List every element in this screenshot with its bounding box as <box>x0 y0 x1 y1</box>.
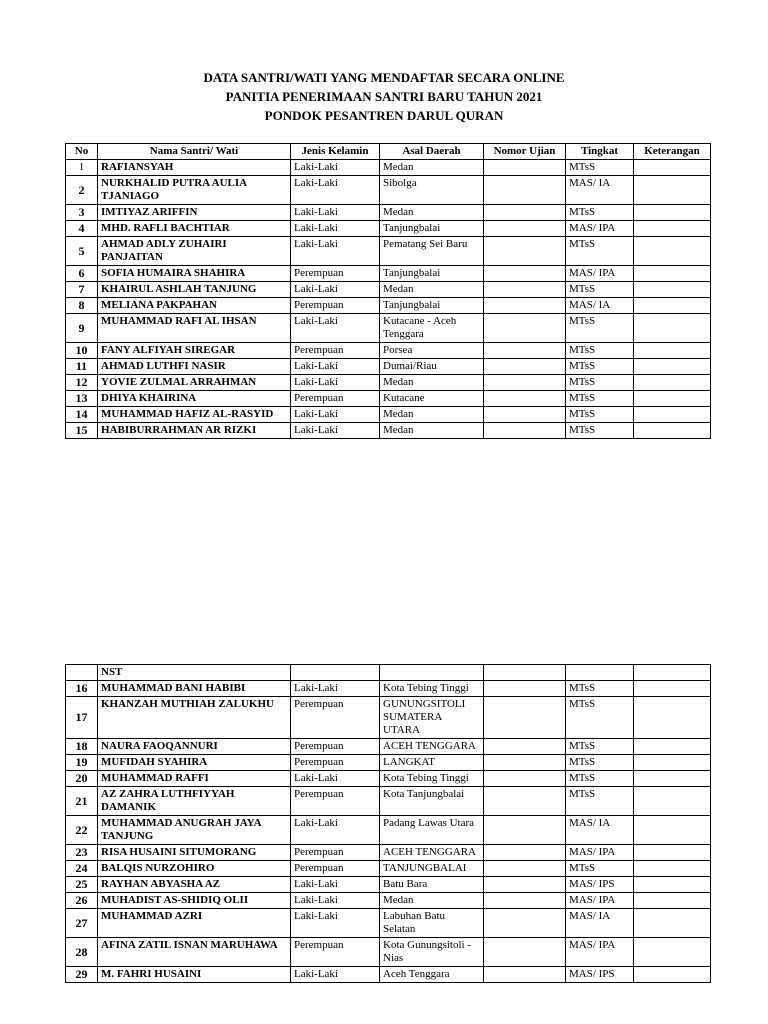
no-cell: 8 <box>66 298 98 314</box>
origin-cell: Medan <box>380 205 484 221</box>
no-cell: 5 <box>66 237 98 266</box>
exam-number-cell <box>484 221 566 237</box>
gender-cell: Laki-Laki <box>291 909 380 938</box>
origin-cell: Dumai/Riau <box>380 359 484 375</box>
table-row <box>66 967 711 983</box>
notes-cell <box>634 343 711 359</box>
table-row <box>66 938 711 967</box>
table-row <box>66 343 711 359</box>
no-cell: 7 <box>66 282 98 298</box>
notes-cell <box>634 771 711 787</box>
no-cell: 28 <box>66 938 98 967</box>
table-row <box>66 391 711 407</box>
table-row <box>66 697 711 739</box>
notes-cell <box>634 237 711 266</box>
name-cell: M. FAHRI HUSAINI <box>98 967 291 983</box>
exam-number-cell <box>484 391 566 407</box>
name-cell: RAFIANSYAH <box>98 160 291 176</box>
no-cell: 14 <box>66 407 98 423</box>
origin-cell: Porsea <box>380 343 484 359</box>
notes-cell <box>634 739 711 755</box>
table-row <box>66 816 711 845</box>
level-cell: MAS/ IA <box>566 816 634 845</box>
name-cell: NAURA FAOQANNURI <box>98 739 291 755</box>
gender-cell: Perempuan <box>291 845 380 861</box>
no-cell: 19 <box>66 755 98 771</box>
name-cell: DHIYA KHAIRINA <box>98 391 291 407</box>
exam-number-cell <box>484 160 566 176</box>
gender-cell: Laki-Laki <box>291 314 380 343</box>
table-row <box>66 221 711 237</box>
name-cell: YOVIE ZULMAL ARRAHMAN <box>98 375 291 391</box>
level-cell: MTsS <box>566 771 634 787</box>
exam-number-cell <box>484 877 566 893</box>
gender-cell: Perempuan <box>291 697 380 739</box>
no-cell: 16 <box>66 681 98 697</box>
exam-number-cell <box>484 755 566 771</box>
notes-cell <box>634 755 711 771</box>
name-cell: SOFIA HUMAIRA SHAHIRA <box>98 266 291 282</box>
origin-cell: Tanjungbalai <box>380 221 484 237</box>
notes-cell <box>634 681 711 697</box>
gender-cell: Laki-Laki <box>291 160 380 176</box>
origin-cell: Padang Lawas Utara <box>380 816 484 845</box>
exam-number-cell <box>484 816 566 845</box>
no-cell: 20 <box>66 771 98 787</box>
continuation-name-cell: NST <box>98 665 291 681</box>
origin-cell: Medan <box>380 407 484 423</box>
level-cell: MTsS <box>566 391 634 407</box>
table-row <box>66 755 711 771</box>
name-cell: RAYHAN ABYASHA AZ <box>98 877 291 893</box>
exam-number-cell <box>484 375 566 391</box>
gender-cell: Perempuan <box>291 938 380 967</box>
no-cell: 2 <box>66 176 98 205</box>
notes-cell <box>634 160 711 176</box>
notes-cell <box>634 861 711 877</box>
table-row <box>66 314 711 343</box>
exam-number-cell <box>484 176 566 205</box>
exam-number-cell <box>484 861 566 877</box>
notes-cell <box>634 697 711 739</box>
origin-cell: ACEH TENGGARA <box>380 845 484 861</box>
origin-cell: Labuhan Batu Selatan <box>380 909 484 938</box>
notes-cell <box>634 298 711 314</box>
name-cell: HABIBURRAHMAN AR RIZKI <box>98 423 291 439</box>
table-row <box>66 877 711 893</box>
level-cell: MTsS <box>566 787 634 816</box>
notes-cell <box>634 845 711 861</box>
no-cell: 29 <box>66 967 98 983</box>
name-cell: BALQIS NURZOHIRO <box>98 861 291 877</box>
origin-cell: LANGKAT <box>380 755 484 771</box>
no-cell: 9 <box>66 314 98 343</box>
gender-cell: Perempuan <box>291 343 380 359</box>
no-cell: 25 <box>66 877 98 893</box>
exam-number-cell <box>484 787 566 816</box>
origin-cell: Medan <box>380 375 484 391</box>
no-cell: 6 <box>66 266 98 282</box>
no-cell: 15 <box>66 423 98 439</box>
origin-cell: Tanjungbalai <box>380 298 484 314</box>
exam-number-cell <box>484 407 566 423</box>
table-row <box>66 423 711 439</box>
gender-cell: Laki-Laki <box>291 237 380 266</box>
gender-cell: Perempuan <box>291 861 380 877</box>
exam-number-cell <box>484 681 566 697</box>
table-row <box>66 375 711 391</box>
origin-cell: Kota Tebing Tinggi <box>380 681 484 697</box>
column-header-gender: Jenis Kelamin <box>291 144 380 160</box>
column-header-name: Nama Santri/ Wati <box>98 144 291 160</box>
no-cell: 27 <box>66 909 98 938</box>
level-cell: MAS/ IPS <box>566 877 634 893</box>
notes-cell <box>634 205 711 221</box>
exam-number-cell <box>484 423 566 439</box>
name-cell: MUFIDAH SYAHIRA <box>98 755 291 771</box>
exam-number-cell <box>484 967 566 983</box>
name-cell: AHMAD LUTHFI NASIR <box>98 359 291 375</box>
level-cell: MAS/ IPA <box>566 845 634 861</box>
notes-cell <box>634 282 711 298</box>
name-cell: MUHAMMAD HAFIZ AL-RASYID <box>98 407 291 423</box>
level-cell: MTsS <box>566 359 634 375</box>
column-header-no: No <box>66 144 98 160</box>
gender-cell: Perempuan <box>291 391 380 407</box>
exam-number-cell <box>484 343 566 359</box>
table-row <box>66 771 711 787</box>
level-cell: MTsS <box>566 343 634 359</box>
name-cell: KHANZAH MUTHIAH ZALUKHU <box>98 697 291 739</box>
level-cell: MAS/ IPA <box>566 938 634 967</box>
no-cell: 18 <box>66 739 98 755</box>
name-cell: RISA HUSAINI SITUMORANG <box>98 845 291 861</box>
table-row <box>66 861 711 877</box>
no-cell: 10 <box>66 343 98 359</box>
gender-cell: Perempuan <box>291 787 380 816</box>
no-cell: 1 <box>66 160 98 176</box>
notes-cell <box>634 375 711 391</box>
notes-cell <box>634 266 711 282</box>
level-cell: MTsS <box>566 160 634 176</box>
gender-cell: Perempuan <box>291 266 380 282</box>
gender-cell: Laki-Laki <box>291 176 380 205</box>
gender-cell: Laki-Laki <box>291 221 380 237</box>
table-row <box>66 266 711 282</box>
gender-cell: Laki-Laki <box>291 877 380 893</box>
level-cell: MAS/ IA <box>566 298 634 314</box>
gender-cell: Laki-Laki <box>291 771 380 787</box>
exam-number-cell <box>484 739 566 755</box>
gender-cell: Laki-Laki <box>291 375 380 391</box>
table-row <box>66 359 711 375</box>
gender-cell: Laki-Laki <box>291 967 380 983</box>
notes-cell <box>634 909 711 938</box>
origin-cell: Kota Gunungsitoli - Nias <box>380 938 484 967</box>
name-cell: AHMAD ADLY ZUHAIRI PANJAITAN <box>98 237 291 266</box>
no-cell: 3 <box>66 205 98 221</box>
gender-cell: Perempuan <box>291 739 380 755</box>
table-row <box>66 176 711 205</box>
table-row <box>66 407 711 423</box>
level-cell: MTsS <box>566 755 634 771</box>
table-row <box>66 909 711 938</box>
notes-cell <box>634 893 711 909</box>
name-cell: MHD. RAFLI BACHTIAR <box>98 221 291 237</box>
level-cell: MAS/ IPA <box>566 266 634 282</box>
table-header-row <box>66 144 711 160</box>
notes-cell <box>634 407 711 423</box>
origin-cell: Medan <box>380 160 484 176</box>
name-cell: MUHAMMAD AZRI <box>98 909 291 938</box>
table-row-continuation <box>66 665 711 681</box>
notes-cell <box>634 176 711 205</box>
gender-cell: Laki-Laki <box>291 893 380 909</box>
exam-number-cell <box>484 938 566 967</box>
level-cell: MAS/ IA <box>566 176 634 205</box>
level-cell: MTsS <box>566 205 634 221</box>
registrants-table-page-2 <box>65 664 711 983</box>
table-row <box>66 681 711 697</box>
level-cell: MAS/ IA <box>566 909 634 938</box>
name-cell: KHAIRUL ASHLAH TANJUNG <box>98 282 291 298</box>
no-cell: 17 <box>66 697 98 739</box>
level-cell: MTsS <box>566 314 634 343</box>
no-cell: 21 <box>66 787 98 816</box>
notes-cell <box>634 877 711 893</box>
level-cell: MTsS <box>566 861 634 877</box>
no-cell: 24 <box>66 861 98 877</box>
exam-number-cell <box>484 205 566 221</box>
title-line-2: PANITIA PENERIMAAN SANTRI BARU TAHUN 2021 <box>225 89 543 104</box>
level-cell: MAS/ IPA <box>566 893 634 909</box>
origin-cell: Aceh Tenggara <box>380 967 484 983</box>
level-cell: MTsS <box>566 681 634 697</box>
notes-cell <box>634 221 711 237</box>
origin-cell: Batu Bara <box>380 877 484 893</box>
level-cell: MTsS <box>566 697 634 739</box>
table-row <box>66 298 711 314</box>
column-header-exam-number: Nomor Ujian <box>484 144 566 160</box>
no-cell: 11 <box>66 359 98 375</box>
level-cell: MTsS <box>566 423 634 439</box>
level-cell: MTsS <box>566 407 634 423</box>
origin-cell: Tanjungbalai <box>380 266 484 282</box>
column-header-origin: Asal Daerah <box>380 144 484 160</box>
no-cell: 22 <box>66 816 98 845</box>
table-row <box>66 845 711 861</box>
table-row <box>66 893 711 909</box>
title-line-1: DATA SANTRI/WATI YANG MENDAFTAR SECARA ONLINE <box>203 70 565 85</box>
gender-cell: Laki-Laki <box>291 282 380 298</box>
table-row <box>66 160 711 176</box>
level-cell: MTsS <box>566 375 634 391</box>
origin-cell: TANJUNGBALAI <box>380 861 484 877</box>
exam-number-cell <box>484 909 566 938</box>
name-cell: MUHAMMAD RAFFI <box>98 771 291 787</box>
exam-number-cell <box>484 697 566 739</box>
origin-cell: Medan <box>380 893 484 909</box>
name-cell: MUHAMMAD RAFI AL IHSAN <box>98 314 291 343</box>
exam-number-cell <box>484 845 566 861</box>
no-cell: 4 <box>66 221 98 237</box>
origin-cell: Medan <box>380 282 484 298</box>
notes-cell <box>634 314 711 343</box>
table-row <box>66 237 711 266</box>
gender-cell: Laki-Laki <box>291 816 380 845</box>
origin-cell: Pematang Sei Baru <box>380 237 484 266</box>
level-cell: MAS/ IPA <box>566 221 634 237</box>
notes-cell <box>634 423 711 439</box>
name-cell: MUHADIST AS-SHIDIQ OLII <box>98 893 291 909</box>
level-cell: MTsS <box>566 237 634 266</box>
column-header-level: Tingkat <box>566 144 634 160</box>
gender-cell: Laki-Laki <box>291 407 380 423</box>
notes-cell <box>634 787 711 816</box>
document-header <box>0 68 768 125</box>
origin-cell: Sibolga <box>380 176 484 205</box>
exam-number-cell <box>484 893 566 909</box>
origin-cell: ACEH TENGGARA <box>380 739 484 755</box>
column-header-notes: Keterangan <box>634 144 711 160</box>
title-line-3: PONDOK PESANTREN DARUL QURAN <box>264 108 504 123</box>
exam-number-cell <box>484 359 566 375</box>
origin-cell: Medan <box>380 423 484 439</box>
level-cell: MTsS <box>566 282 634 298</box>
name-cell: AFINA ZATIL ISNAN MARUHAWA <box>98 938 291 967</box>
name-cell: MUHAMMAD BANI HABIBI <box>98 681 291 697</box>
gender-cell: Laki-Laki <box>291 359 380 375</box>
origin-cell: Kota Tebing Tinggi <box>380 771 484 787</box>
notes-cell <box>634 938 711 967</box>
no-cell: 26 <box>66 893 98 909</box>
origin-cell: Kutacane - Aceh Tenggara <box>380 314 484 343</box>
no-cell: 12 <box>66 375 98 391</box>
name-cell: IMTIYAZ ARIFFIN <box>98 205 291 221</box>
origin-cell: GUNUNGSITOLI SUMATERA UTARA <box>380 697 484 739</box>
name-cell: MUHAMMAD ANUGRAH JAYA TANJUNG <box>98 816 291 845</box>
exam-number-cell <box>484 282 566 298</box>
name-cell: AZ ZAHRA LUTHFIYYAH DAMANIK <box>98 787 291 816</box>
registrants-table-page-1 <box>65 143 711 439</box>
table-row <box>66 739 711 755</box>
table-row <box>66 787 711 816</box>
notes-cell <box>634 967 711 983</box>
name-cell: NURKHALID PUTRA AULIA TJANIAGO <box>98 176 291 205</box>
gender-cell: Perempuan <box>291 298 380 314</box>
exam-number-cell <box>484 237 566 266</box>
exam-number-cell <box>484 266 566 282</box>
name-cell: MELIANA PAKPAHAN <box>98 298 291 314</box>
no-cell: 23 <box>66 845 98 861</box>
notes-cell <box>634 816 711 845</box>
notes-cell <box>634 391 711 407</box>
gender-cell: Laki-Laki <box>291 423 380 439</box>
table-row <box>66 282 711 298</box>
exam-number-cell <box>484 771 566 787</box>
level-cell: MAS/ IPS <box>566 967 634 983</box>
origin-cell: Kota Tanjungbalai <box>380 787 484 816</box>
notes-cell <box>634 359 711 375</box>
name-cell: FANY ALFIYAH SIREGAR <box>98 343 291 359</box>
table-row <box>66 205 711 221</box>
gender-cell: Laki-Laki <box>291 681 380 697</box>
exam-number-cell <box>484 298 566 314</box>
gender-cell: Laki-Laki <box>291 205 380 221</box>
origin-cell: Kutacane <box>380 391 484 407</box>
level-cell: MTsS <box>566 739 634 755</box>
gender-cell: Perempuan <box>291 755 380 771</box>
exam-number-cell <box>484 314 566 343</box>
no-cell: 13 <box>66 391 98 407</box>
